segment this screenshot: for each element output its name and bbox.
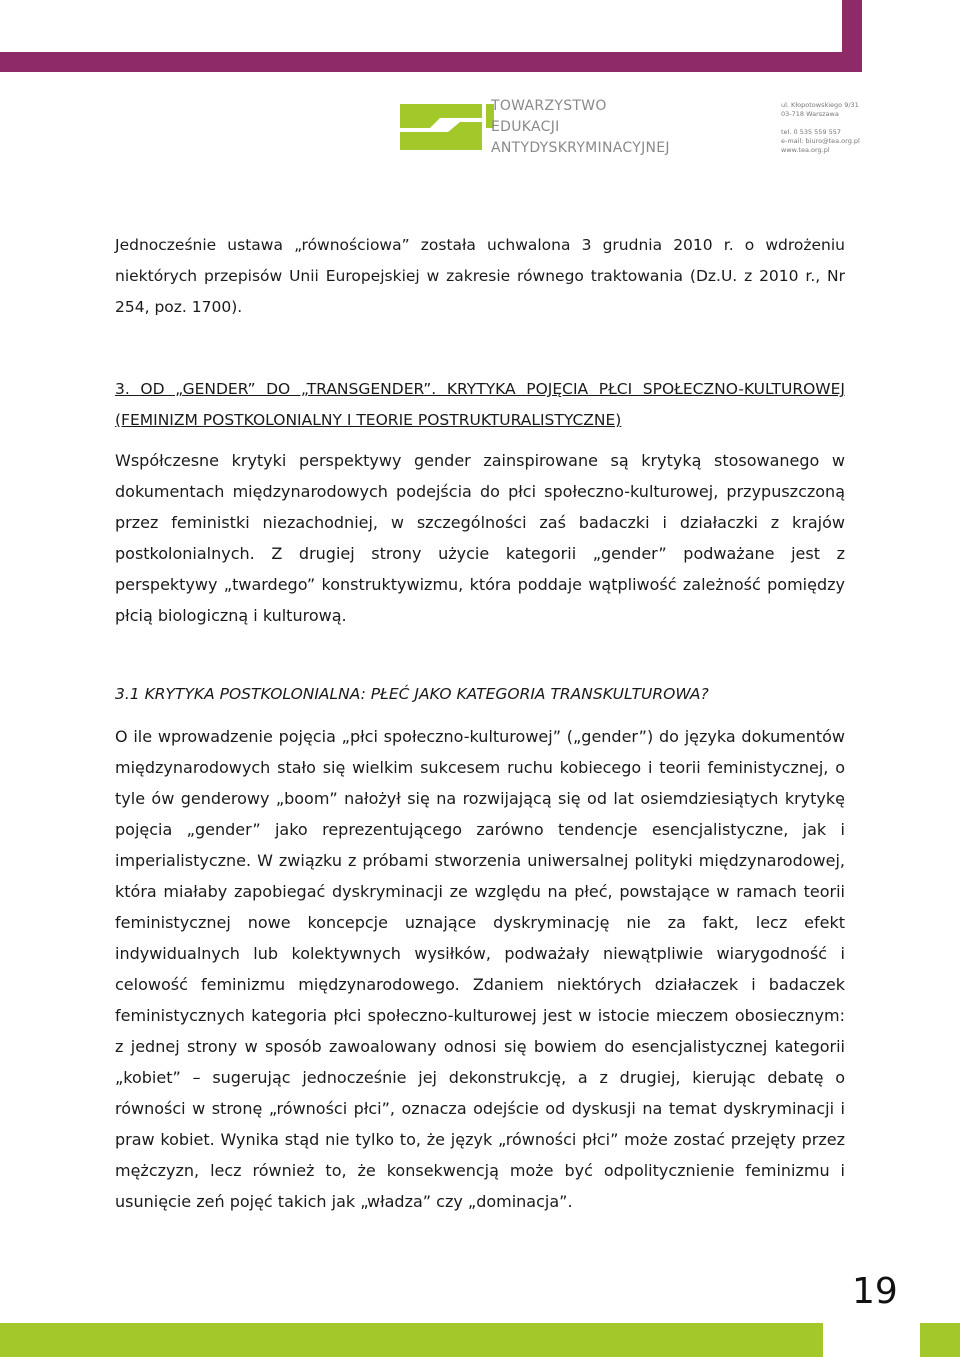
intro-paragraph: Jednocześnie ustawa „równościowa” została uchwalona 3 grudnia 2010 r. o wdrożeniu niektórych przepisów Unii Europejskiej w zakresie równego traktowania (Dz.U. z 2010 r., Nr 254, poz. 1700). <box>115 236 845 316</box>
section-3-1-paragraph: O ile wprowadzenie pojęcia „płci społeczno-kulturowej” („gender”) do języka dokumentów międzynarodowych stało się wielkim sukcesem ruchu kobiecego i teorii feministycznej, o tyle ów genderowy „boom” nałożył się na rozwijającą się od lat osiemdziesiątych krytykę pojęcia „gender” jako reprezentującego zarówno tendencje esencjalistyczne, jak i imperialistyczne. W związku z próbami stworzenia uniwersalnej polityki międzynarodowej, która miałaby zapobiegać dyskryminacji ze względu na płeć, powstające w ramach teorii feministycznej nowe koncepcje uznające dyskryminację nie za fakt, lecz efekt indywidualnych lub kolektywnych wysiłków, podważały niewątpliwie wiarygodność i celowość feminizmu międzynarodowego. Zdaniem niektórych działaczek i badaczek feministycznych kategoria płci społeczno-kulturowej jest w istocie mieczem obosiecznym: z jednej strony w sposób zawoalowany odnosi się bowiem do esencjalistycznej kategorii „kobiet” – sugerując jednocześnie jej dekonstrukcję, a z drugiej, kierując debatę o równości w stronę „równości płci”, oznacza odejście od dyskusji na temat dyskryminacji i praw kobiet. Wynika stąd nie tylko to, że język „równości płci” może zostać przejęty przez mężczyzn, lecz również to, że konsekwencją może być odpolitycznienie feminizmu i usunięcie zeń pojęć takich jak „władza” czy „dominacja”. <box>115 727 845 1211</box>
contact-phone: tel. 0 535 559 557 <box>781 128 842 136</box>
footer-bar-end <box>920 1323 960 1357</box>
contact-address: ul. Kłopotowskiego 9/31 <box>781 101 859 109</box>
section-3-1-heading: 3.1 KRYTYKA POSTKOLONIALNA: PŁEĆ JAKO KATEGORIA TRANSKULTUROWA? <box>115 685 709 703</box>
section-3-paragraph: Współczesne krytyki perspektywy gender zainspirowane są krytyką stosowanego w dokumentach międzynarodowych podejścia do płci społeczno-kulturowej, przypuszczoną przez feministki niezachodniej, w szczególności zaś badaczki i działaczki z krajów postkolonialnych. Z drugiej strony użycie kategorii „gender” podważane jest z perspektywy „twardego” konstruktywizmu, która poddaje wątpliwość zależność pomiędzy płcią biologiczną i kulturową. <box>115 451 845 625</box>
contact-website: www.tea.org.pl <box>781 146 830 154</box>
header-frame-bar <box>0 52 862 72</box>
footer-bar <box>0 1323 823 1357</box>
contact-email: e-mail: biuro@tea.org.pl <box>781 137 860 145</box>
org-name-line: EDUKACJI <box>491 119 560 135</box>
header-frame-corner <box>842 0 862 72</box>
section-3-heading: 3. OD „GENDER” DO „TRANSGENDER”. KRYTYKA POJĘCIA PŁCI SPOŁECZNO-KULTUROWEJ (FEMINIZM POSTKOLONIALNY I TEORIE POSTRUKTURALISTYCZNE) <box>115 380 845 429</box>
org-name-line: TOWARZYSTWO <box>491 98 607 114</box>
org-name-line: ANTYDYSKRYMINACYJNEJ <box>491 140 670 156</box>
page-number: 19 <box>852 1271 898 1312</box>
tea-logo-icon <box>396 98 496 156</box>
contact-city: 03-718 Warszawa <box>781 110 839 118</box>
